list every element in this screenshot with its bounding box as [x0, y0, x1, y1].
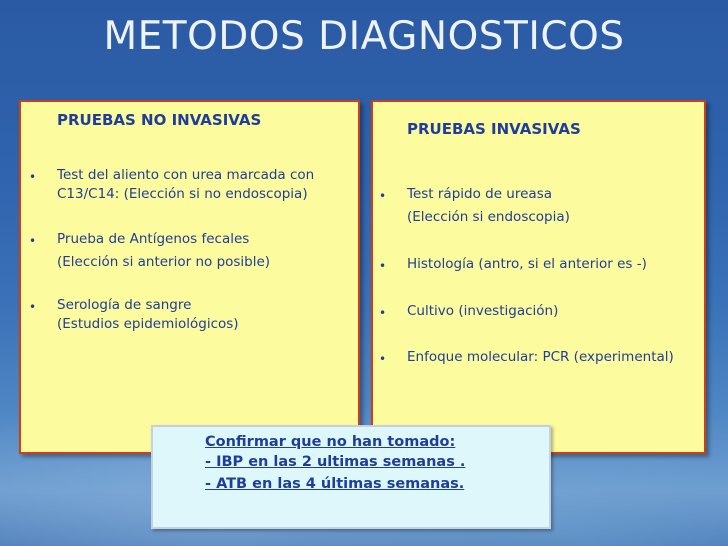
note-line: - IBP en las 2 ultimas semanas . [205, 454, 466, 470]
item-line: (Elección si anterior no posible) [57, 254, 271, 270]
item-line: Cultivo (investigación) [407, 303, 559, 319]
warning-note-box [151, 425, 551, 529]
item-line: Histología (antro, si el anterior es -) [407, 256, 647, 272]
panel-heading: PRUEBAS INVASIVAS [407, 120, 581, 138]
panel-heading: PRUEBAS NO INVASIVAS [57, 111, 262, 129]
list-item [57, 230, 270, 272]
list-item [407, 302, 558, 321]
note-line: - ATB en las 4 últimas semanas. [205, 476, 465, 492]
bullet-icon: • [29, 300, 37, 314]
bullet-icon: • [379, 306, 387, 320]
bullet-icon: • [29, 234, 37, 248]
bullet-icon: • [29, 170, 37, 184]
list-item [407, 348, 674, 367]
item-line: Serología de sangre [57, 297, 192, 313]
item-line: Test rápido de ureasa [407, 186, 552, 202]
non-invasive-tests-panel [19, 100, 360, 454]
item-line: (Elección si endoscopia) [407, 209, 570, 225]
slide-title: METODOS DIAGNOSTICOS [103, 14, 625, 59]
list-item [407, 255, 647, 274]
item-line: C13/C14: (Elección si no endoscopia) [57, 186, 308, 202]
list-item [57, 296, 239, 334]
bullet-icon: • [379, 352, 387, 366]
invasive-tests-panel [371, 100, 706, 454]
item-line: Enfoque molecular: PCR (experimental) [407, 349, 674, 365]
note-line: Confirmar que no han tomado: [205, 434, 456, 450]
bullet-icon: • [379, 259, 387, 273]
item-line: (Estudios epidemiológicos) [57, 316, 239, 332]
item-line: Test del aliento con urea marcada con [57, 167, 315, 183]
item-line: Prueba de Antígenos fecales [57, 231, 250, 247]
bullet-icon: • [379, 189, 387, 203]
list-item [407, 185, 570, 227]
list-item [57, 166, 314, 204]
